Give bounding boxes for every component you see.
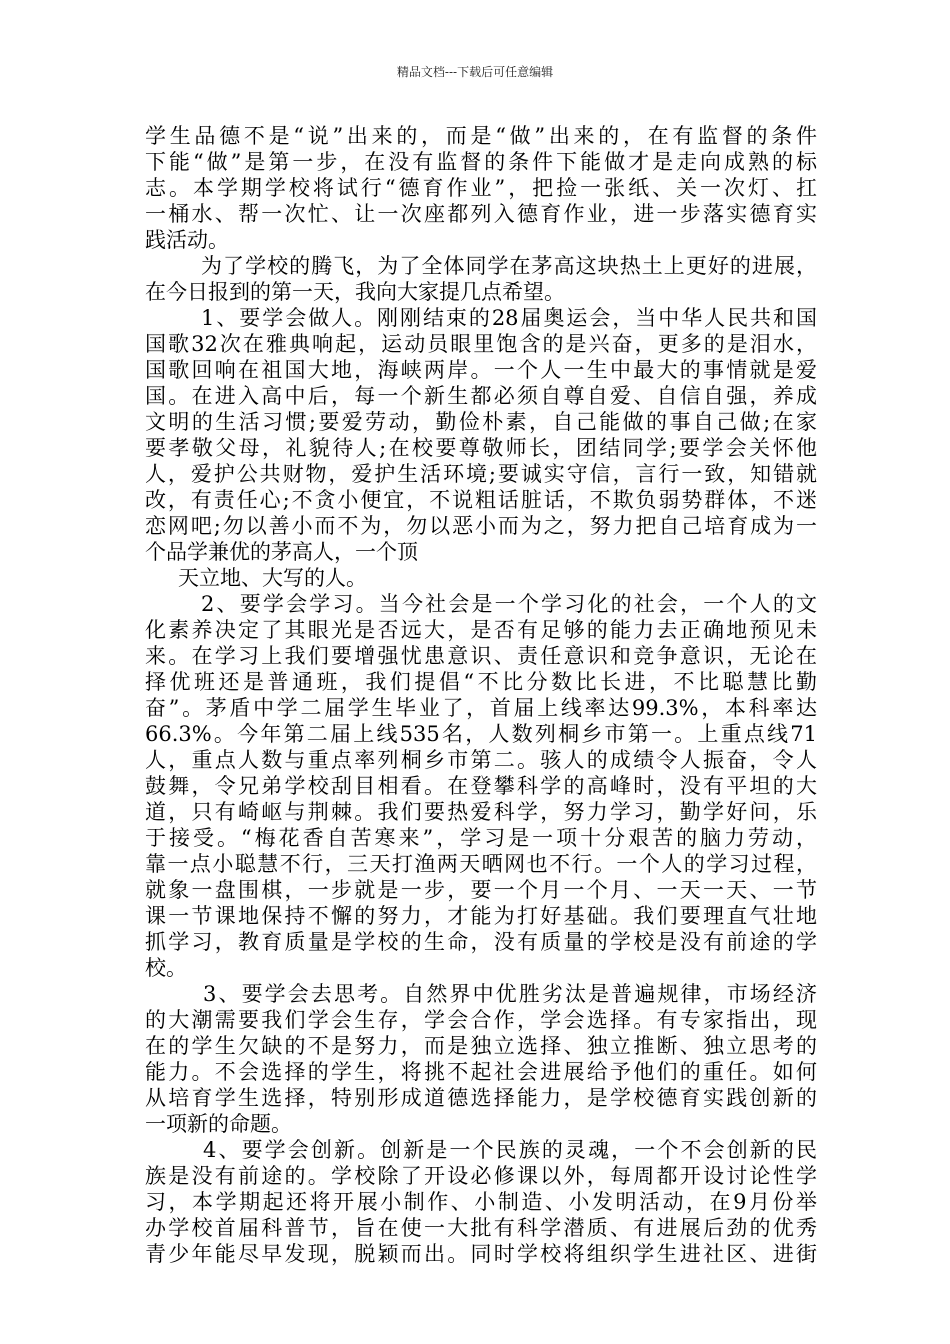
text-line: 要孝敬父母，礼貌待人;在校要尊敬师长，团结同学;要学会关怀他 <box>145 436 817 460</box>
text-line: 志。本学期学校将试行“德育作业”，把捡一张纸、关一次灯、扛 <box>145 176 817 200</box>
text-line: 青少年能尽早发现，脱颖而出。同时学校将组织学生进社区、进街 <box>145 1242 817 1266</box>
text-line: 66.3%。今年第二届上线535名，人数列桐乡市第一。上重点线71 <box>145 722 817 746</box>
document-body <box>145 123 817 1267</box>
text-line: 族是没有前途的。学校除了开设必修课以外，每周都开设讨论性学 <box>145 1164 817 1188</box>
text-line: 一桶水、帮一次忙、让一次座都列入德育作业，进一步落实德育实 <box>145 202 817 226</box>
text-line: 个品学兼优的茅高人，一个顶 <box>145 540 418 564</box>
text-line: 3、要学会去思考。自然界中优胜劣汰是普遍规律，市场经济 <box>203 982 817 1006</box>
text-line: 天立地、大写的人。 <box>178 566 367 590</box>
text-line: 鼓舞，令兄弟学校刮目相看。在登攀科学的高峰时，没有平坦的大 <box>145 774 817 798</box>
text-line: 习，本学期起还将开展小制作、小制造、小发明活动，在9月份举 <box>145 1190 817 1214</box>
text-line: 就象一盘围棋，一步就是一步，要一个月一个月、一天一天、一节 <box>145 878 817 902</box>
text-line: 奋”。茅盾中学二届学生毕业了，首届上线率达99.3%，本科率达 <box>145 696 817 720</box>
text-line: 在今日报到的第一天，我向大家提几点希望。 <box>145 280 565 304</box>
text-line: 化素养决定了其眼光是否远大，是否有足够的能力去正确地预见未 <box>145 618 817 642</box>
text-line: 课一节课地保持不懈的努力，才能为打好基础。我们要理直气壮地 <box>145 904 817 928</box>
text-line: 人，重点人数与重点率列桐乡市第二。骇人的成绩令人振奋，令人 <box>145 748 817 772</box>
text-line: 学生品德不是“说”出来的，而是“做”出来的，在有监督的条件 <box>145 124 817 148</box>
text-line: 恋网吧;勿以善小而不为，勿以恶小而为之，努力把自己培育成为一 <box>145 514 817 538</box>
text-line: 4、要学会创新。创新是一个民族的灵魂，一个不会创新的民 <box>203 1138 817 1162</box>
text-line: 人，爱护公共财物，爱护生活环境;要诚实守信，言行一致，知错就 <box>145 462 817 486</box>
text-line: 践活动。 <box>145 228 229 252</box>
text-line: 下能“做”是第一步，在没有监督的条件下能做才是走向成熟的标 <box>145 150 817 174</box>
text-line: 来。在学习上我们要增强忧患意识、责任意识和竞争意识，无论在 <box>145 644 817 668</box>
text-line: 抓学习，教育质量是学校的生命，没有质量的学校是没有前途的学 <box>145 930 817 954</box>
text-line: 一项新的命题。 <box>145 1112 292 1136</box>
text-line: 文明的生活习惯;要爱劳动，勤俭朴素，自己能做的事自己做;在家 <box>145 410 817 434</box>
text-line: 在的学生欠缺的不是努力，而是独立选择、独立推断、独立思考的 <box>145 1034 817 1058</box>
text-line: 能力。不会选择的学生，将挑不起社会进展给予他们的重任。如何 <box>145 1060 817 1084</box>
text-line: 的大潮需要我们学会生存，学会合作，学会选择。有专家指出，现 <box>145 1008 817 1032</box>
page-header: 精品文档---下载后可任意编辑 <box>396 65 554 79</box>
text-line: 改，有责任心;不贪小便宜，不说粗话脏话，不欺负弱势群体，不迷 <box>145 488 817 512</box>
text-line: 道，只有崎岖与荆棘。我们要热爱科学，努力学习，勤学好问，乐 <box>145 800 817 824</box>
text-line: 于接受。“梅花香自苦寒来”，学习是一项十分艰苦的脑力劳动， <box>145 826 817 850</box>
text-line: 择优班还是普通班，我们提倡“不比分数比长进，不比聪慧比勤 <box>145 670 817 694</box>
text-line: 国歌32次在雅典响起，运动员眼里饱含的是兴奋，更多的是泪水， <box>145 332 817 356</box>
text-line: 国。在进入高中后，每一个新生都必须自尊自爱、自信自强，养成 <box>145 384 817 408</box>
text-line: 办学校首届科普节，旨在使一大批有科学潜质、有进展后劲的优秀 <box>145 1216 817 1240</box>
text-line: 国歌回响在祖国大地，海峡两岸。一个人一生中最大的事情就是爱 <box>145 358 817 382</box>
text-line: 靠一点小聪慧不行，三天打渔两天晒网也不行。一个人的学习过程， <box>145 852 817 876</box>
text-line: 2、要学会学习。当今社会是一个学习化的社会，一个人的文 <box>201 592 817 616</box>
text-line: 1、要学会做人。刚刚结束的28届奥运会，当中华人民共和国 <box>201 306 817 330</box>
text-line: 校。 <box>145 956 187 980</box>
text-line: 从培育学生选择，特别形成道德选择能力，是学校德育实践创新的 <box>145 1086 817 1110</box>
text-line: 为了学校的腾飞，为了全体同学在茅高这块热土上更好的进展， <box>201 254 817 278</box>
